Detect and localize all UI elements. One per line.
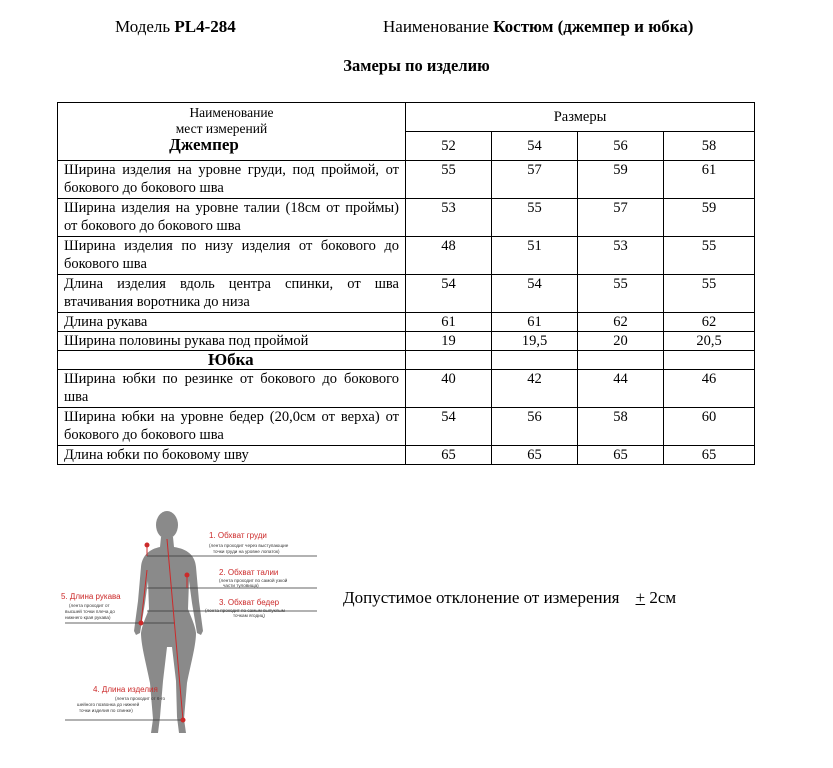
measure-value: 19,5: [492, 332, 578, 351]
measure-label: Ширина изделия на уровне талии (18см от проймы) от бокового до бокового шва: [58, 199, 406, 237]
label-waist-note1: (лента проходит по самой узкой: [219, 578, 288, 583]
measure-value: 60: [664, 408, 755, 446]
tolerance-amount: 2см: [649, 588, 677, 607]
label-sleeve-title: 5. Длина рукава: [61, 592, 121, 601]
section-title-skirt: Юбка: [208, 350, 254, 369]
measure-value: 59: [664, 199, 755, 237]
measure-label: Ширина юбки на уровне бедер (20,0см от верха) от бокового до бокового шва: [58, 408, 406, 446]
label-hips-note2: точкам ягодиц): [233, 613, 265, 618]
measure-value: 56: [492, 408, 578, 446]
tolerance-text: Допустимое отклонение от измерения: [343, 588, 620, 607]
measurement-figure: [55, 505, 330, 745]
header-name-cell: [58, 103, 406, 161]
measure-value: 65: [406, 446, 492, 465]
table-row: [58, 199, 755, 237]
measure-value: 48: [406, 237, 492, 275]
measure-value: 53: [406, 199, 492, 237]
measure-label: Длина рукава: [58, 313, 406, 332]
measure-value: 61: [492, 313, 578, 332]
label-chest-title: 1. Обхват груди: [209, 531, 267, 540]
measure-value: 20,5: [664, 332, 755, 351]
measure-value: 65: [664, 446, 755, 465]
empty-cell: [664, 351, 755, 370]
label-sleeve-note3: нижнего края рукава): [65, 615, 111, 620]
empty-cell: [406, 351, 492, 370]
measure-value: 55: [664, 275, 755, 313]
measure-value: 42: [492, 370, 578, 408]
sizes-header: Размеры: [406, 103, 755, 132]
page-title: Замеры по изделию: [343, 56, 490, 75]
product-name-header: [383, 17, 693, 37]
empty-cell: [492, 351, 578, 370]
measure-label: Ширина изделия на уровне груди, под проймой, от бокового до бокового шва: [58, 161, 406, 199]
label-sleeve-note2: высшей точки плеча до: [65, 609, 115, 614]
measure-value: 55: [492, 199, 578, 237]
table-row: [58, 446, 755, 465]
empty-cell: [578, 351, 664, 370]
measurements-table: [57, 102, 755, 465]
label-sleeve-note1: (лента проходит от: [69, 603, 110, 608]
table-row: [58, 370, 755, 408]
model-header: [115, 17, 236, 37]
measure-value: 51: [492, 237, 578, 275]
measure-value: 53: [578, 237, 664, 275]
label-length-note1: (лента проходит от 6-го: [115, 696, 166, 701]
section-title-jumper: Джемпер: [169, 135, 239, 154]
measure-label: Длина изделия вдоль центра спинки, от шва втачивания воротника до низа: [58, 275, 406, 313]
measure-value: 59: [578, 161, 664, 199]
header-name-line2: мест измерений: [175, 121, 268, 136]
measure-value: 54: [406, 275, 492, 313]
measure-label: Длина юбки по боковому шву: [58, 446, 406, 465]
measure-value: 55: [406, 161, 492, 199]
measure-label: Ширина изделия по низу изделия от бокового до бокового шва: [58, 237, 406, 275]
measure-value: 57: [492, 161, 578, 199]
size-header-54: 54: [492, 132, 578, 161]
measure-value: 62: [664, 313, 755, 332]
measure-value: 57: [578, 199, 664, 237]
measure-label: Ширина юбки по резинке от бокового до бокового шва: [58, 370, 406, 408]
tolerance-note: [343, 588, 676, 608]
label-hips-note1: (лента проходит по самым выпуклым: [205, 608, 285, 613]
section-row: [58, 351, 755, 370]
model-code: PL4-284: [174, 17, 236, 36]
header-name-line1: Наименование: [189, 105, 274, 120]
measure-value: 61: [406, 313, 492, 332]
table-row: [58, 332, 755, 351]
label-waist-note2: части туловища): [223, 583, 259, 588]
table-row: [58, 313, 755, 332]
table-row: [58, 161, 755, 199]
size-header-56: 56: [578, 132, 664, 161]
measure-value: 55: [578, 275, 664, 313]
measure-value: 58: [578, 408, 664, 446]
measure-value: 65: [578, 446, 664, 465]
measure-value: 19: [406, 332, 492, 351]
measure-label: Ширина половины рукава под проймой: [58, 332, 406, 351]
measure-value: 65: [492, 446, 578, 465]
measure-value: 46: [664, 370, 755, 408]
name-label: Наименование: [383, 17, 489, 36]
table-row: [58, 408, 755, 446]
size-header-52: 52: [406, 132, 492, 161]
label-hips-title: 3. Обхват бедер: [219, 598, 280, 607]
measure-value: 44: [578, 370, 664, 408]
measure-value: 40: [406, 370, 492, 408]
measure-value: 62: [578, 313, 664, 332]
measure-value: 54: [406, 408, 492, 446]
measure-value: 55: [664, 237, 755, 275]
label-waist-title: 2. Обхват талии: [219, 568, 279, 577]
label-length-title: 4. Длина изделия: [93, 685, 158, 694]
measure-value: 61: [664, 161, 755, 199]
model-label: Модель: [115, 17, 171, 36]
label-length-note3: точки изделия по спинке): [79, 708, 133, 713]
table-row: [58, 237, 755, 275]
label-chest-note2: точки груди на уровне лопаток): [213, 549, 280, 554]
label-chest-note1: (лента проходит через выступающие: [209, 543, 289, 548]
measure-value: 54: [492, 275, 578, 313]
name-value: Костюм (джемпер и юбка): [493, 17, 694, 36]
tolerance-sign: +: [635, 588, 646, 607]
table-row: [58, 275, 755, 313]
label-length-note2: шейного позвонка до нижней: [77, 702, 140, 707]
size-header-58: 58: [664, 132, 755, 161]
measure-value: 20: [578, 332, 664, 351]
